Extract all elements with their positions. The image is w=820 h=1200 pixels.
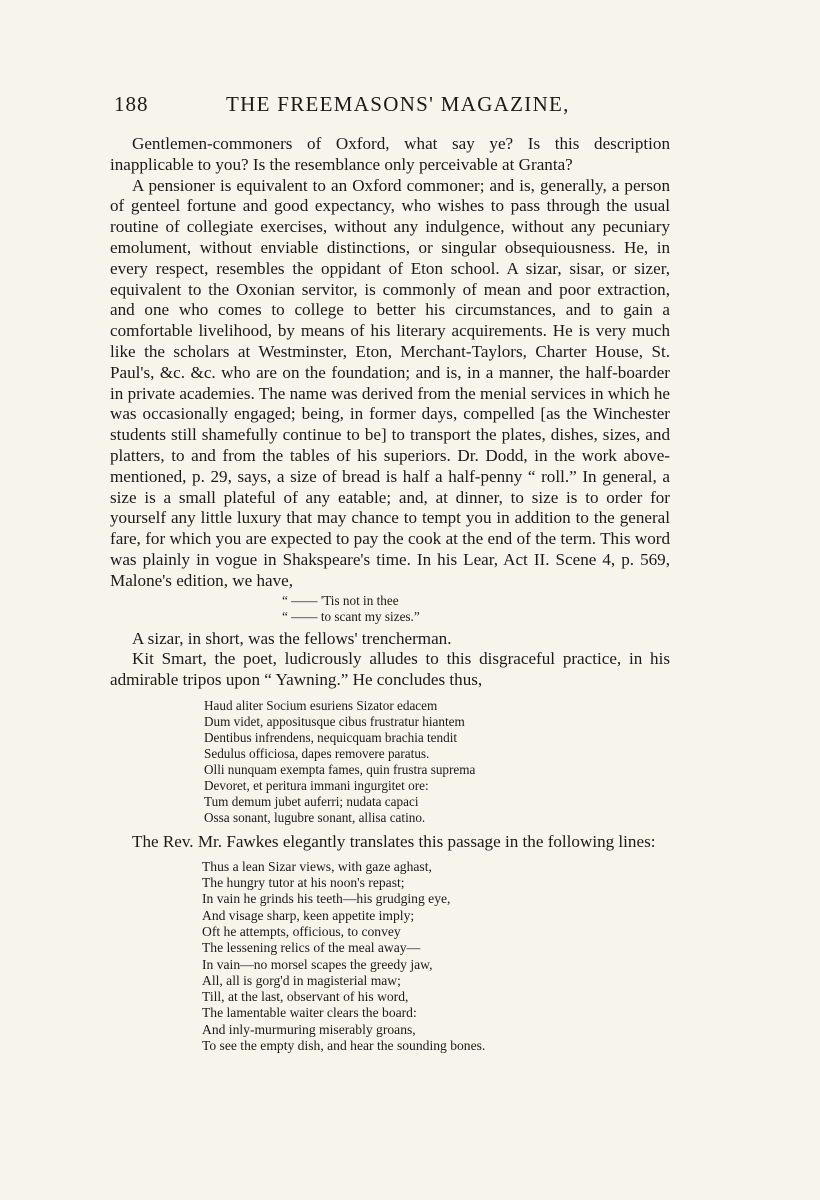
verse-line: Dentibus infrendens, nequicquam brachia tendit <box>204 729 458 745</box>
verse-line: Devoret, et peritura immani ingurgitet ore: <box>204 777 429 793</box>
page-number: 188 <box>114 92 149 116</box>
verse-line: The hungry tutor at his noon's repast; <box>202 875 405 891</box>
verse-line: And visage sharp, keen appetite imply; <box>202 907 415 923</box>
verse-line: Thus a lean Sizar views, with gaze aghast, <box>202 858 432 874</box>
paragraph-fawkes: The Rev. Mr. Fawkes elegantly translates this passage in the following lines: <box>132 831 656 851</box>
verse-line: The lamentable waiter clears the board: <box>202 1005 417 1021</box>
verse-line: Ossa sonant, lugubre sonant, allisa catino. <box>204 809 426 825</box>
paragraph-gentlemen-commoners: Gentlemen-commoners of Oxford, what say ye? Is this description inapplicable to you? Is the resemblance only perceivable at Granta? <box>110 134 670 174</box>
verse-line: All, all is gorg'd in magisterial maw; <box>202 972 401 988</box>
verse-line: Sedulus officiosa, dapes removere paratus. <box>204 745 430 761</box>
paragraph-kit-smart: Kit Smart, the poet, ludicrously alludes to this disgraceful practice, in his admirable tripos upon “ Yawning.” He concludes thus, <box>110 649 670 690</box>
verse-line: Dum videt, appositusque cibus frustratur hiantem <box>204 713 465 729</box>
verse-line: To see the empty dish, and hear the sounding bones. <box>202 1037 486 1053</box>
verse-line: And inly-murmuring miserably groans, <box>202 1021 416 1037</box>
verse-line: “ —— to scant my sizes.” <box>282 608 420 624</box>
lear-quotation <box>110 593 670 625</box>
verse-line: Till, at the last, observant of his word, <box>202 989 409 1005</box>
english-verse <box>110 859 670 1055</box>
page-header <box>114 92 674 122</box>
running-title: THE FREEMASONS' MAGAZINE, <box>226 92 570 116</box>
verse-line: In vain he grinds his teeth—his grudging eye, <box>202 891 451 907</box>
verse-line: “ —— 'Tis not in thee <box>282 592 399 608</box>
article-body <box>110 134 670 1058</box>
latin-verse <box>110 698 670 826</box>
paragraph-pensioner-sizar: A pensioner is equivalent to an Oxford commoner; and is, generally, a person of genteel fortune and good expectancy, who wishes to pass through the usual routine of collegiate exercises, without any indulgence, without any pecuniary emolument, without enviable distinctions, or singular obsequiousness. He, in every respect, resembles the oppidant of Eton school. A sizar, sisar, or sizer, equivalent to the Oxonian servitor, is commonly of mean and poor extraction, and one who comes to college to better his circumstances, and to gain a comfortable livelihood, by means of his literary acquirements. He is very much like the scholars at Westminster, Eton, Merchant-Taylors, Charter House, St. Paul's, &c. &c. who are on the foundation; and is, in a manner, the half-boarder in private academies. The name was derived from the menial services in which he was occasionally engaged; being, in former days, compelled [as the Winchester students still shamefully continue to be] to transport the plates, dishes, sizes, and platters, to and from the tables of his superiors. Dr. Dodd, in the work above-mentioned, p. 29, says, a size of bread is half a half-penny “ roll.” In general, a size is a small plateful of any eatable; and, at dinner, to size is to order for yourself any little luxury that may chance to tempt you in addition to the general fare, for which you are expected to pay the cook at the end of the term. This word was plainly in vogue in Shakspeare's time. In his Lear, Act II. Scene 4, p. 569, Malone's edition, we have, <box>110 175 670 590</box>
verse-line: Haud aliter Socium esuriens Sizator edacem <box>204 697 438 713</box>
verse-line: The lessening relics of the meal away— <box>202 940 421 956</box>
verse-line: Olli nunquam exempta fames, quin frustra suprema <box>204 761 476 777</box>
verse-line: In vain—no morsel scapes the greedy jaw, <box>202 956 433 972</box>
verse-line: Tum demum jubet auferri; nudata capaci <box>204 793 419 809</box>
paragraph-trencherman: A sizar, in short, was the fellows' trencherman. <box>132 628 452 648</box>
verse-line: Oft he attempts, officious, to convey <box>202 923 401 939</box>
